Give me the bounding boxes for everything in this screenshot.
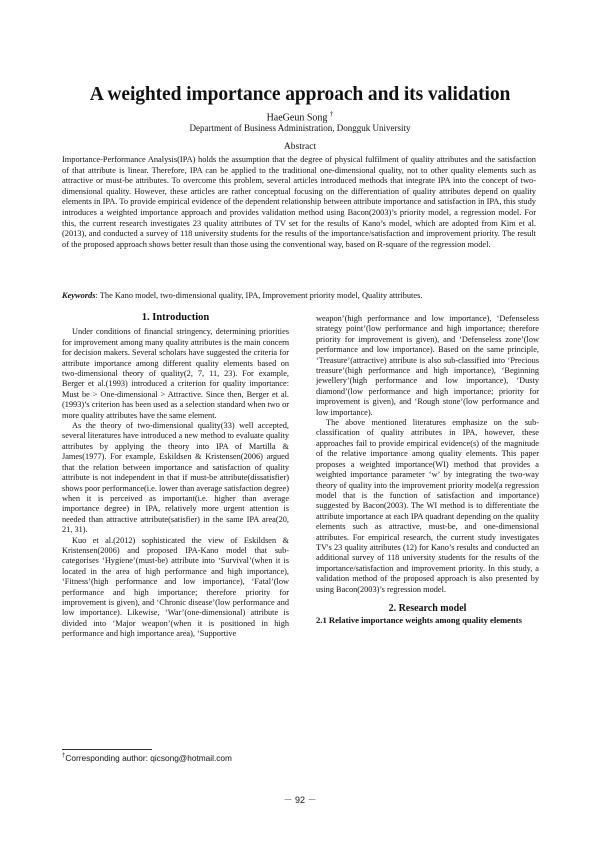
footnote-divider <box>62 749 152 750</box>
page-number: － 92 － <box>283 795 317 805</box>
column-right <box>316 314 539 626</box>
author-line <box>0 110 600 123</box>
intro-paragraph-3-continued: weapon’(high performance and low importance), ‘Defenseless strategy point’(low performance and high importance; therefore priority for improvement is given), and ‘Defenseless zone’(low performance and low importance). Based on the same principle, ‘Treasure’(attractive) attribute is also sub-classified into ‘Precious treasure’(high performance and high importance), ‘Beginning jewellery’(high performance and low importance), ‘Dusty diamond’(low performance and high importance; priority for improvement is given), and ‘Rough stone’(low performance and low importance). <box>316 314 539 417</box>
footnote-mark: † <box>62 753 66 760</box>
affiliation: Department of Business Administration, Dongguk University <box>189 123 411 133</box>
section-heading-research-model: 2. Research model <box>388 602 467 614</box>
abstract-heading: Abstract <box>283 142 317 152</box>
footnote <box>62 753 232 763</box>
keywords-text: : The Kano model, two-dimensional quality, IPA, Improvement priority model, Quality attributes. <box>95 291 423 300</box>
author-footnote-mark: † <box>329 110 334 118</box>
subsection-heading: 2.1 Relative importance weights among quality elements <box>316 615 522 626</box>
paper-title: A weighted importance approach and its validation <box>89 84 511 105</box>
section-heading-introduction: 1. Introduction <box>141 312 210 323</box>
footnote-text: Corresponding author: qicsong@hotmail.com <box>65 753 232 763</box>
intro-paragraph-1: Under conditions of financial stringency, determining priorities for improvement among many quality attributes is the main concern for decision makers. Several scholars have suggested the criteria for attribute importance among different quality elements based on two-dimensional theory of quality(2, 7, 11, 23). For example, Berger et al.(1993) introduced a criterion for quality importance: Must be > One-dimensional > Attractive. Since then, Berger et al.(1993)’s criterion has been used as a selection standard when two or more quality attributes have the same element. <box>62 327 289 420</box>
keywords-label: Keywords <box>62 291 96 300</box>
author-name: HaeGeun Song <box>266 112 328 124</box>
intro-paragraph-2: As the theory of two-dimensional quality(33) well accepted, several literatures have introduced a new method to evaluate quality attributes by applying the theory into IPA of Martilla & James(1977). For example, Eskildsen & Kristensen(2006) argued that the relation between importance and satisfaction of quality attribute is not independent in that if must-be attribute(dissatisfier) shows poor performance(i.e. lower than average satisfaction degree) when it is perceived as important(i.e. higher than average importance degree) in IPA, relatively more urgent attention is needed than attractive attribute(satisfier) in the same IPA area(20, 21, 31). <box>62 421 289 535</box>
keywords <box>62 291 538 302</box>
intro-paragraph-4: The above mentioned literatures emphasize on the sub-classification of quality attributes in IPA, however, these approaches fail to provide empirical evidence(s) of the magnitude of the relative importance among quality elements. This paper proposes a weighted importance(WI) method that provides a weighted importance parameter ‘w’ by integrating the two-way theory of quality into the improvement priority model(a regression model that is the function of satisfaction and importance) suggested by Bacon(2003). The WI method is to differentiate the attribute importance at each IPA quadrant depending on the quality elements such as attractive, must-be, and one-dimensional attributes. For empirical research, the current study investigates TV's 23 quality attributes (12) for Kano’s results and conducted an additional survey of 118 university students for the results of the importance/satisfaction and improvement priority. In this study, a validation method of the proposed approach is also presented by using Bacon(2003)’s regression model. <box>316 418 539 594</box>
abstract-body: Importance-Performance Analysis(IPA) holds the assumption that the degree of physical fulfilment of quality attributes and the satisfaction of that attribute is linear. Therefore, IPA can be applied to the traditional one-dimensional quality, not to other quality elements such as attractive or must-be attributes. To overcome this problem, several articles introduced methods that integrate IPA into the concept of two-dimensional quality. However, these articles are rather conceptual focusing on the differentiation of quality attributes depend on quality elements in IPA. To provide empirical evidence of the dependent relationship between attribute importance and satisfaction in IPA, this study introduces a weighted importance approach and provides validation method using Bacon(2003)’s priority model, a regression model. For this, the current research investigates 23 quality attributes of TV set for the results of Kano’s model, which are adopted from Kim et al.(2013), and conducted a survey of 118 university students for the results of the importance/satisfaction and improvement priority. The result of the proposed approach shows better result than those using the conventional way, based on R-square of the regression model. <box>62 155 536 249</box>
intro-paragraph-3: Kuo et al.(2012) sophisticated the view of Eskildsen & Kristensen(2006) and proposed IPA-Kano model that sub-categorises ‘Hygiene’(must-be) attribute into ‘Survival’(when it is located in the area of high performance and high importance), ‘Fitness’(high performance and low importance), ‘Fatal’(low performance and high importance; therefore priority for improvement is given), and ‘Chronic disease’(low performance and low importance). Likewise, ‘War’(one-dimensional) attribute is divided into ‘Major weapon’(when it is positioned in high performance and high importance area), ‘Supportive <box>62 535 289 639</box>
column-left <box>62 313 289 640</box>
